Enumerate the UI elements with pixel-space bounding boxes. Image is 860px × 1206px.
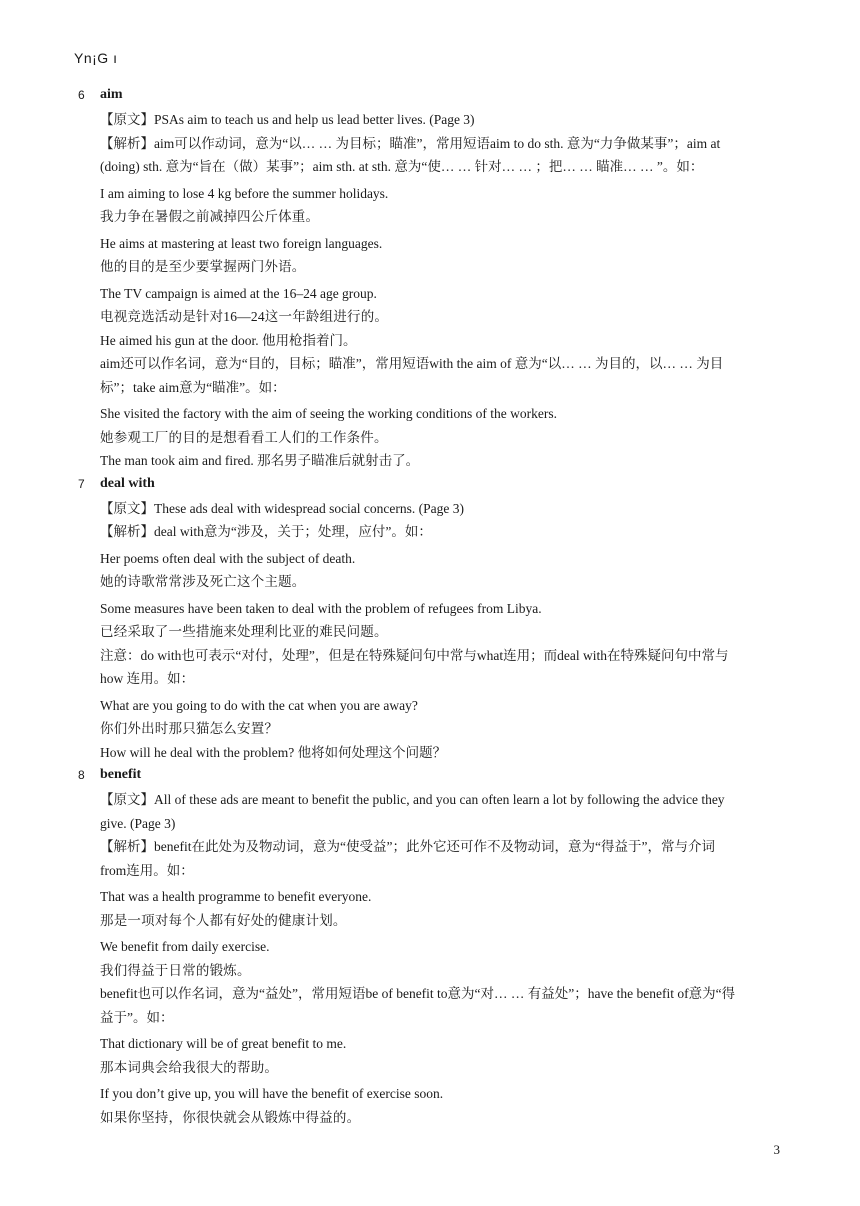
example-cn: 如果你坚持，你很快就会从锻炼中得益的。 [100,1109,361,1125]
analysis-text: 标”；take aim意为“瞄准”。如： [100,379,286,395]
page-number: 3 [773,1142,780,1157]
entry-word: deal with [100,475,155,491]
example-en: What are you going to do with the cat when you are away? [100,697,418,713]
note-text: how 连用。如： [100,671,195,686]
example-cn: 那本词典会给我很大的帮助。 [100,1059,279,1075]
example-en: We benefit from daily exercise. [100,939,270,954]
example-en: If you don’t give up, you will have the benefit of exercise soon. [100,1086,444,1101]
analysis-text: benefit也可以作名词，意为“益处”，常用短语be of benefit to意为“对… … 有益处”；have the benefit of意为“得 [100,986,736,1001]
example-en: He aimed his gun at the door. 他用枪指着门。 [100,332,357,348]
example-cn: 她的诗歌常常涉及死亡这个主题。 [100,574,306,589]
analysis-text: 益于”。如： [100,1009,174,1025]
analysis-text: 【解析】benefit在此处为及物动词，意为“使受益”；此外它还可作不及物动词，意为“得益于”，常与介词 [100,839,715,854]
entry-word: benefit [100,767,142,782]
example-cn: 你们外出时那只猫怎么安置？ [100,721,279,736]
analysis-text: from连用。如： [100,862,194,878]
example-en: The TV campaign is aimed at the 16–24 age group. [100,285,377,301]
note-text: 注意：do with也可表示“对付，处理”，但是在特殊疑问句中常与what连用；而deal with在特殊疑问句中常与 [100,647,729,663]
entry-number: 6 [78,88,85,102]
original-text: 【原文】PSAs aim to teach us and help us lead better lives. (Page 3) [100,112,475,127]
example-en: He aims at mastering at least two foreign languages. [100,235,383,251]
example-en: I am aiming to lose 4 kg before the summer holidays. [100,185,389,201]
entry-heading [74,84,794,108]
entry-deal-with [74,473,794,765]
example-en: She visited the factory with the aim of seeing the working conditions of the workers. [100,406,558,421]
original-text: give. (Page 3) [100,815,176,831]
page-header: Yn¡G ı [74,50,118,66]
page-content [74,84,794,1129]
entry-benefit [74,764,794,1129]
entry-number: 7 [78,476,85,491]
example-en: How will he deal with the problem? 他将如何处理这个问题？ [100,744,447,760]
example-en: That dictionary will be of great benefit to me. [100,1036,347,1051]
original-text: 【原文】All of these ads are meant to benefit the public, and you can often learn a lot by following the advice they [100,792,725,807]
example-en: Her poems often deal with the subject of death. [100,550,356,566]
example-cn: 她参观工厂的目的是想看看工人们的工作条件。 [100,429,388,445]
example-cn: 电视竞选活动是针对16—24这一年龄组进行的。 [100,309,389,324]
example-cn: 我力争在暑假之前减掉四公斤体重。 [100,209,320,224]
example-cn: 已经采取了一些措施来处理利比亚的难民问题。 [100,624,388,639]
entry-word: aim [100,87,123,102]
example-en: That was a health programme to benefit everyone. [100,889,372,904]
entry-heading [74,764,794,788]
original-text: 【原文】These ads deal with widespread social concerns. (Page 3) [100,500,465,516]
entry-aim [74,84,794,473]
example-en: The man took aim and fired. 那名男子瞄准后就射击了。 [100,453,420,468]
example-cn: 那是一项对每个人都有好处的健康计划。 [100,912,347,928]
entry-number: 8 [78,768,85,782]
entry-heading [74,473,794,497]
analysis-text: aim还可以作名词，意为“目的，目标；瞄准”，常用短语with the aim of 意为“以… … 为目的，以… … 为目 [100,356,724,371]
example-en: Some measures have been taken to deal with the problem of refugees from Libya. [100,600,542,616]
example-cn: 我们得益于日常的锻炼。 [100,962,251,978]
analysis-text: (doing) sth. 意为“旨在（做）某事”；aim sth. at sth. 意为“使… … 针对… … ；把… … 瞄准… … ”。如： [100,159,704,174]
analysis-text: 【解析】deal with意为“涉及，关于；处理，应付”。如： [100,524,432,539]
example-cn: 他的目的是至少要掌握两门外语。 [100,259,306,274]
analysis-text: 【解析】aim可以作动词，意为“以… … 为目标；瞄准”，常用短语aim to do sth. 意为“力争做某事”；aim at [100,135,721,151]
